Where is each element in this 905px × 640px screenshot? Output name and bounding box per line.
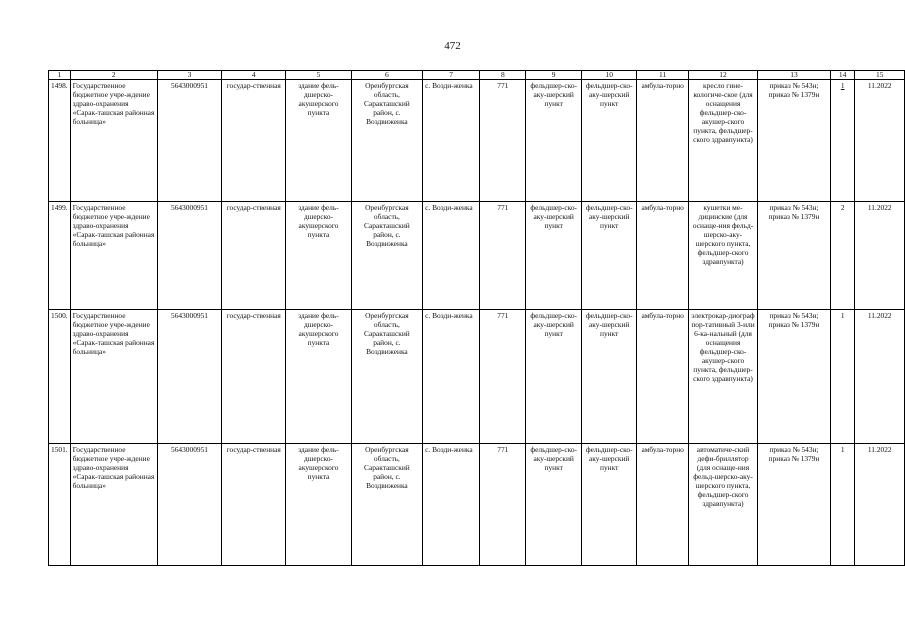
address: Оренбургская область, Саракташский район, с. Воздвиженка — [351, 444, 422, 566]
ownership: государ-ственная — [222, 310, 286, 444]
row-number: 1498. — [49, 80, 71, 202]
care-type: амбула-торно — [637, 202, 688, 310]
column-header: 3 — [157, 71, 221, 80]
table-row — [49, 310, 905, 444]
equipment: кресло гине-кологиче-ское (для оснащения фельдшер-ско-акушер-ского пункта, фельдшер-ского здравпункта) — [688, 80, 757, 202]
column-header: 14 — [830, 71, 855, 80]
code: 771 — [480, 202, 526, 310]
equipment: кушетки ме-дицинские (для оснаще-ния фельд-шерско-аку-шерского пункта, фельдшер-ского здравпункта) — [688, 202, 757, 310]
code: 771 — [480, 310, 526, 444]
institution-name: Государственное бюджетное учре-ждение здраво-охранения «Сарак-ташская районная больница» — [70, 310, 157, 444]
column-header: 11 — [637, 71, 688, 80]
building: здание фель-дшерско-акушерского пункта — [286, 444, 351, 566]
column-header: 10 — [581, 71, 637, 80]
table-row — [49, 202, 905, 310]
column-header: 4 — [222, 71, 286, 80]
order: приказ № 543н; приказ № 1379н — [758, 444, 831, 566]
column-header: 6 — [351, 71, 422, 80]
care-type: амбула-торно — [637, 444, 688, 566]
order: приказ № 543н; приказ № 1379н — [758, 80, 831, 202]
column-header: 13 — [758, 71, 831, 80]
column-header: 2 — [70, 71, 157, 80]
equipment: автоматиче-ский дефи-бриллятор (для оснаще-ния фельд-шерско-аку-шерского пункта, фельдшер-ского здравпункта) — [688, 444, 757, 566]
building: здание фель-дшерско-акушерского пункта — [286, 80, 351, 202]
unit-a: фельдшер-ско-аку-шерский пункт — [526, 310, 582, 444]
unit-b: фельдшер-ско-аку-шерский пункт — [581, 310, 637, 444]
order: приказ № 543н; приказ № 1379н — [758, 310, 831, 444]
ownership: государ-ственная — [222, 202, 286, 310]
order: приказ № 543н; приказ № 1379н — [758, 202, 831, 310]
care-type: амбула-торно — [637, 80, 688, 202]
locality: с. Возди-женка — [423, 80, 480, 202]
quantity: 2 — [830, 202, 855, 310]
inn: 5643000951 — [157, 80, 221, 202]
inn: 5643000951 — [157, 310, 221, 444]
table-row — [49, 444, 905, 566]
equipment-register-table — [48, 70, 905, 566]
unit-a: фельдшер-ско-аку-шерский пункт — [526, 444, 582, 566]
address: Оренбургская область, Саракташский район, с. Воздвиженка — [351, 310, 422, 444]
page-number: 472 — [444, 40, 461, 52]
quantity: 1 — [830, 80, 855, 202]
date: 11.2022 — [855, 444, 905, 566]
code: 771 — [480, 80, 526, 202]
column-number-header-row — [49, 71, 905, 80]
row-number: 1499. — [49, 202, 71, 310]
institution-name: Государственное бюджетное учре-ждение здраво-охранения «Сарак-ташская районная больница» — [70, 444, 157, 566]
date: 11.2022 — [855, 202, 905, 310]
row-number: 1500. — [49, 310, 71, 444]
institution-name: Государственное бюджетное учре-ждение здраво-охранения «Сарак-ташская районная больница» — [70, 202, 157, 310]
locality: с. Возди-женка — [423, 310, 480, 444]
equipment: электрокар-диограф пор-тативный 3-или 6-ка-нальный (для оснащения фельдшер-ско-акушер-ского пункта, фельдшер-ского здравпункта) — [688, 310, 757, 444]
quantity: 1 — [830, 310, 855, 444]
inn: 5643000951 — [157, 202, 221, 310]
unit-b: фельдшер-ско-аку-шерский пункт — [581, 202, 637, 310]
column-header: 9 — [526, 71, 582, 80]
unit-b: фельдшер-ско-аку-шерский пункт — [581, 80, 637, 202]
column-header: 1 — [49, 71, 71, 80]
locality: с. Возди-женка — [423, 444, 480, 566]
unit-a: фельдшер-ско-аку-шерский пункт — [526, 202, 582, 310]
care-type: амбула-торно — [637, 310, 688, 444]
address: Оренбургская область, Саракташский район, с. Воздвиженка — [351, 80, 422, 202]
table-row — [49, 80, 905, 202]
unit-b: фельдшер-ско-аку-шерский пункт — [581, 444, 637, 566]
ownership: государ-ственная — [222, 80, 286, 202]
row-number: 1501. — [49, 444, 71, 566]
column-header: 8 — [480, 71, 526, 80]
unit-a: фельдшер-ско-аку-шерский пункт — [526, 80, 582, 202]
code: 771 — [480, 444, 526, 566]
date: 11.2022 — [855, 80, 905, 202]
ownership: государ-ственная — [222, 444, 286, 566]
institution-name: Государственное бюджетное учре-ждение здраво-охранения «Сарак-ташская районная больница» — [70, 80, 157, 202]
column-header: 12 — [688, 71, 757, 80]
address: Оренбургская область, Саракташский район, с. Воздвиженка — [351, 202, 422, 310]
building: здание фель-дшерско-акушерского пункта — [286, 310, 351, 444]
column-header: 5 — [286, 71, 351, 80]
inn: 5643000951 — [157, 444, 221, 566]
building: здание фель-дшерско-акушерского пункта — [286, 202, 351, 310]
column-header: 15 — [855, 71, 905, 80]
quantity: 1 — [830, 444, 855, 566]
locality: с. Возди-женка — [423, 202, 480, 310]
column-header: 7 — [423, 71, 480, 80]
date: 11.2022 — [855, 310, 905, 444]
